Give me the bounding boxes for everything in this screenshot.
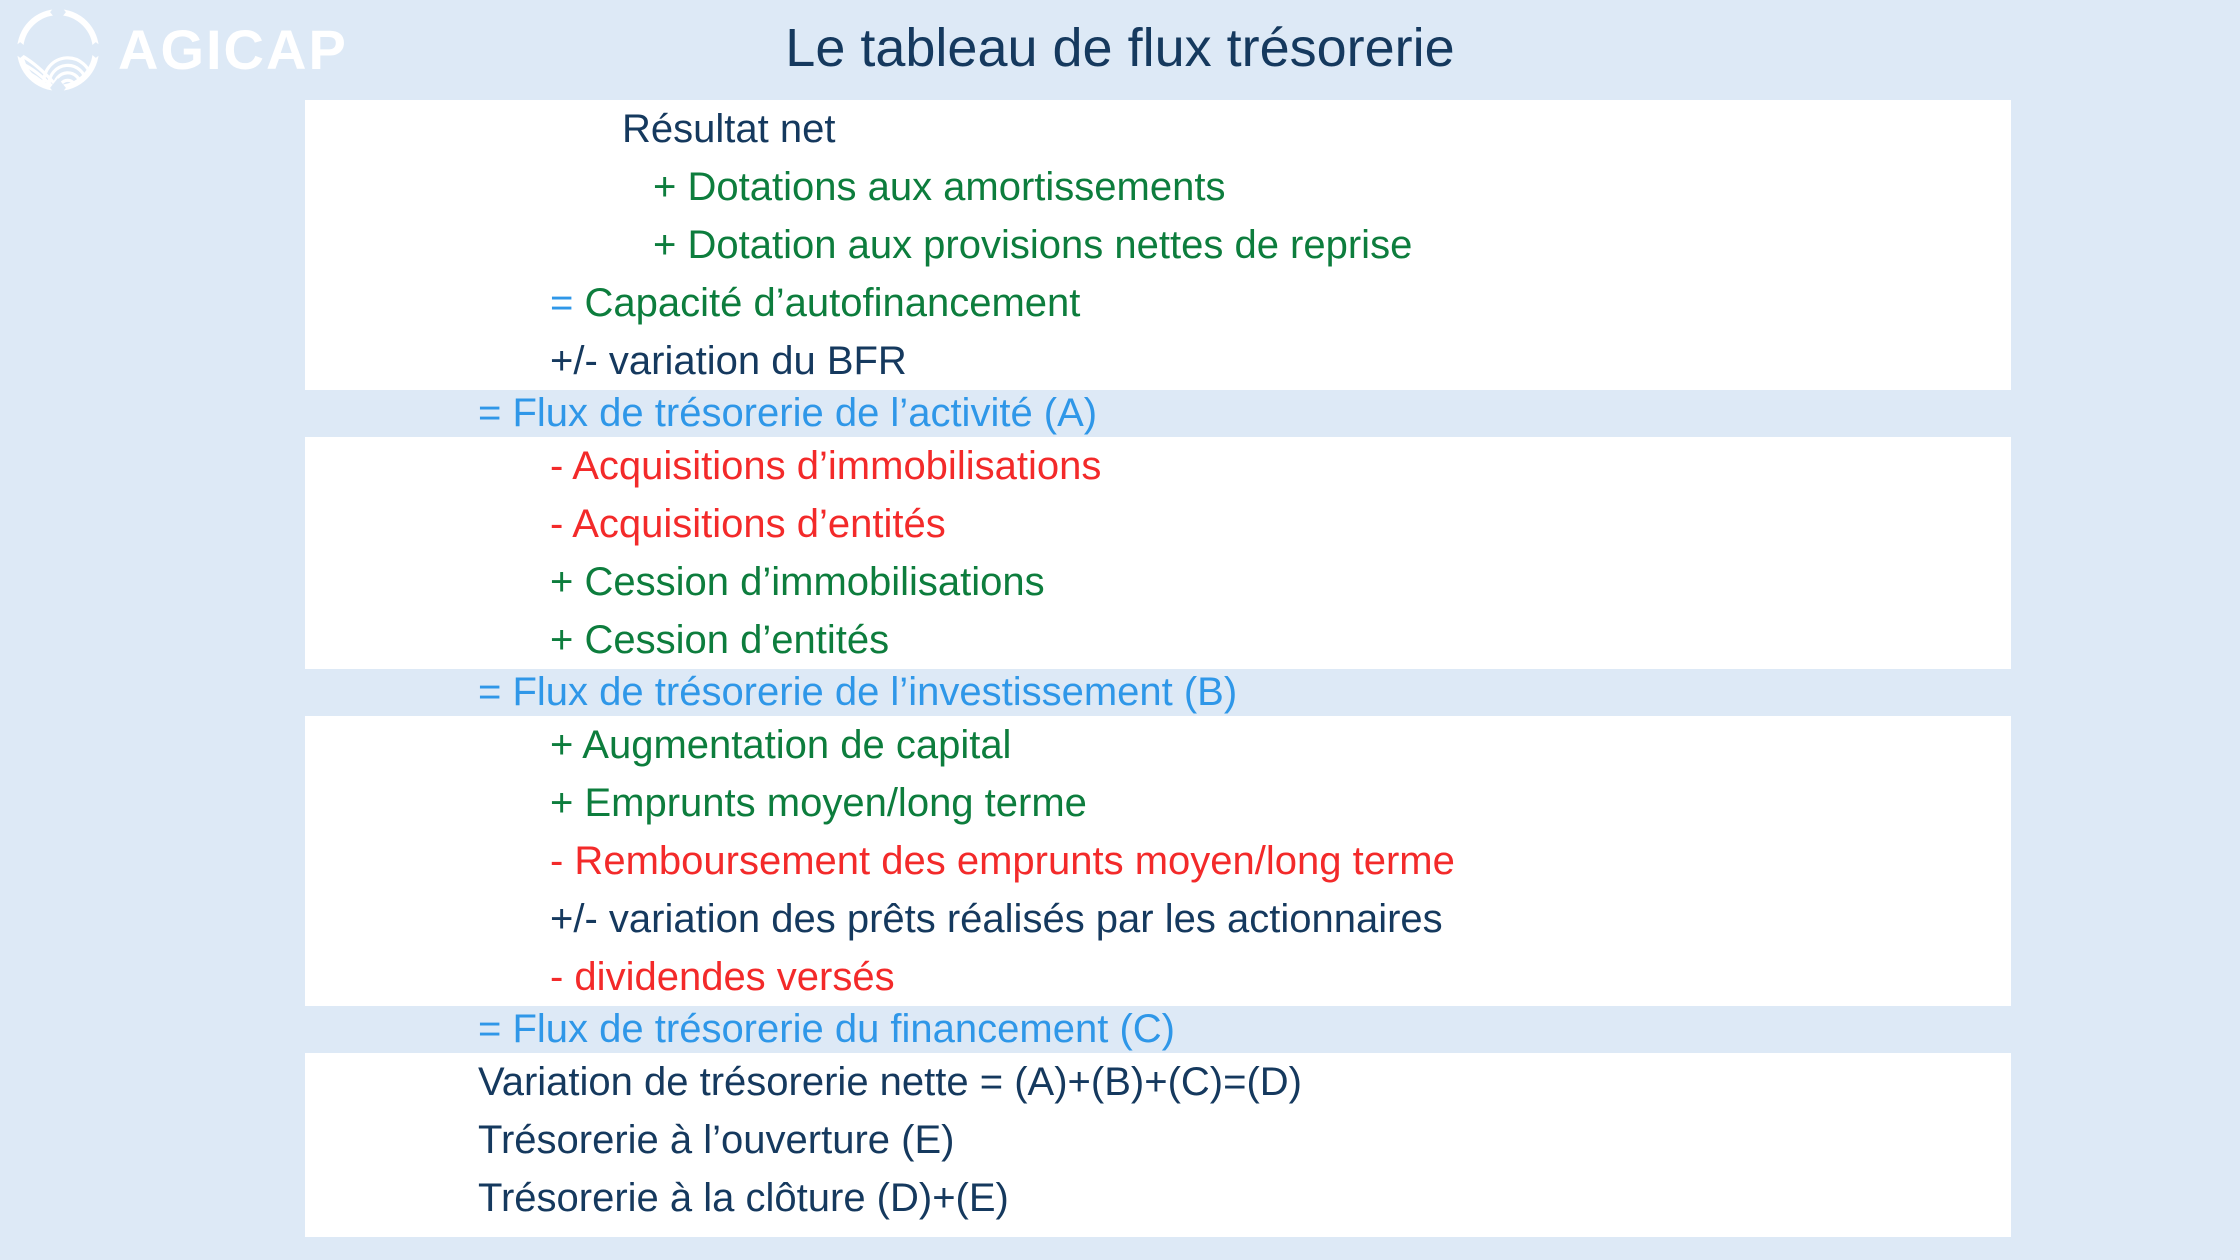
row-segment: - Remboursement des emprunts moyen/long terme (550, 838, 1455, 883)
table-row-flux-investissement-b (305, 669, 2011, 716)
row-segment: Capacité d’autofinancement (584, 280, 1081, 325)
table-row-variation-bfr (305, 332, 2011, 390)
row-segment: + Cession d’immobilisations (550, 559, 1045, 604)
row-segment: +/- variation des prêts réalisés par les actionnaires (550, 896, 1443, 941)
row-segment: Trésorerie à la clôture (D)+(E) (478, 1175, 1009, 1220)
table-row-capacite-autofinancement (305, 274, 2011, 332)
table-row-emprunts-mlt (305, 774, 2011, 832)
row-segment: = Flux de trésorerie de l’investissement (B) (478, 670, 1238, 714)
table-row-variation-tresorerie-nette (305, 1053, 2011, 1111)
row-segment: - dividendes versés (550, 954, 895, 999)
table-row-cession-immobilisations (305, 553, 2011, 611)
agicap-logo-text: AGICAP (118, 18, 348, 81)
row-segment: + Dotations aux amortissements (653, 164, 1226, 209)
page-title: Le tableau de flux trésorerie (785, 18, 1455, 78)
row-segment: Trésorerie à l’ouverture (E) (478, 1117, 955, 1162)
table-row-tresorerie-ouverture (305, 1111, 2011, 1169)
row-segment: + Augmentation de capital (550, 722, 1012, 767)
table-row-acquisitions-entites (305, 495, 2011, 553)
row-segment: - Acquisitions d’immobilisations (550, 443, 1102, 488)
table-row-dotations-amortissements (305, 158, 2011, 216)
table-row-dividendes-verses (305, 948, 2011, 1006)
table-row-remboursement-emprunts (305, 832, 2011, 890)
table-row-dotation-provisions (305, 216, 2011, 274)
table-row-cession-entites (305, 611, 2011, 669)
table-row-variation-prets-actionnaires (305, 890, 2011, 948)
table-row-resultat-net (305, 100, 2011, 158)
row-segment: Résultat net (622, 106, 836, 151)
row-segment: + Dotation aux provisions nettes de reprise (653, 222, 1413, 267)
table-row-augmentation-capital (305, 716, 2011, 774)
row-segment: - Acquisitions d’entités (550, 501, 946, 546)
table-row-flux-financement-c (305, 1006, 2011, 1053)
row-segment: +/- variation du BFR (550, 338, 907, 383)
row-segment: Variation de trésorerie nette = (A)+(B)+(C)=(D) (478, 1059, 1303, 1104)
row-segment: = (550, 280, 585, 325)
table-row-acquisitions-immobilisations (305, 437, 2011, 495)
header (0, 0, 2240, 100)
table-row-flux-activite-a (305, 390, 2011, 437)
row-segment: + Emprunts moyen/long terme (550, 780, 1087, 825)
cash-flow-table (305, 100, 2011, 1237)
table-row-tresorerie-cloture (305, 1169, 2011, 1227)
row-segment: = Flux de trésorerie de l’activité (A) (478, 391, 1098, 435)
row-segment: = Flux de trésorerie du financement (C) (478, 1007, 1175, 1051)
row-segment: + Cession d’entités (550, 617, 890, 662)
